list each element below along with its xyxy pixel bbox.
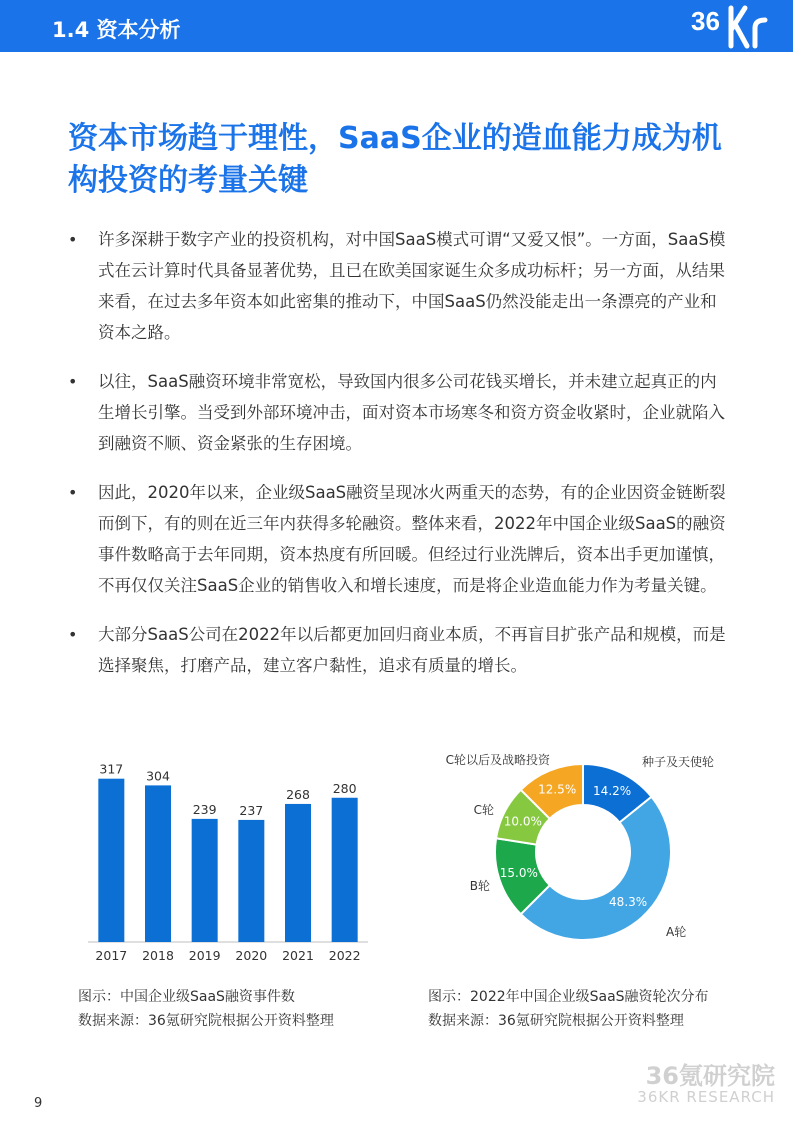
slice-category-label: C轮 — [473, 803, 494, 817]
bar-2017 — [98, 779, 124, 942]
bullet-marker: • — [68, 230, 78, 249]
x-tick-label: 2021 — [282, 948, 314, 963]
watermark-en: 36KR RESEARCH — [637, 1088, 775, 1106]
slice-category-label: C轮以后及战略投资 — [445, 753, 550, 767]
slice-value-label: 10.0% — [503, 814, 542, 829]
bar-value-label: 280 — [332, 780, 357, 796]
bar-2018 — [145, 785, 171, 942]
x-tick-label: 2019 — [188, 948, 221, 963]
x-tick-label: 2017 — [95, 948, 128, 963]
bar-value-label: 237 — [239, 802, 264, 818]
bullet-text: 以往，SaaS融资环境非常宽松，导致国内很多公司花钱买增长，并未建立起真正的内生增长引擎。当受到外部环境冲击，面对资本市场寒冬和资方资金收紧时，企业就陷入到融资不顺、资金紧张的生存困境。 — [98, 372, 725, 453]
bullet-item — [62, 366, 732, 459]
watermark-cn: 36氪研究院 — [645, 1062, 775, 1090]
bullet-text: 因此，2020年以来，企业级SaaS融资呈现冰火两重天的态势，有的企业因资金链断裂而倒下，有的则在近三年内获得多轮融资。整体来看，2022年中国企业级SaaS的融资事件数略高于去年同期，资本热度有所回暖。但经过行业洗牌后，资本出手更加谨慎，不再仅仅关注SaaS企业的销售收入和增长速度，而是将企业造血能力作为考量关键。 — [98, 483, 726, 595]
x-tick-label: 2018 — [142, 948, 174, 963]
bullet-item — [62, 224, 732, 348]
bar-2022 — [332, 798, 358, 942]
bar-value-label: 317 — [99, 761, 124, 777]
slice-value-label: 15.0% — [499, 865, 538, 880]
left-caption-title: 图示：中国企业级SaaS融资事件数 — [78, 989, 295, 1005]
slice-value-label: 12.5% — [538, 782, 577, 797]
bullet-marker: • — [68, 483, 78, 502]
right-chart-caption — [428, 985, 709, 1033]
page-number: 9 — [34, 1096, 43, 1111]
round-distribution-donut-chart — [420, 740, 720, 955]
slice-value-label: 48.3% — [609, 895, 648, 910]
x-tick-label: 2022 — [328, 948, 361, 963]
x-tick-label: 2020 — [235, 948, 268, 963]
bullet-item — [62, 619, 732, 681]
bullet-list — [62, 224, 732, 699]
bar-2019 — [192, 819, 218, 942]
section-header-bar — [0, 0, 793, 52]
svg-text:36: 36 — [691, 6, 720, 36]
slice-value-label: 14.2% — [593, 784, 632, 799]
slice-category-label: 种子及天使轮 — [642, 755, 715, 769]
bullet-item — [62, 477, 732, 601]
slice-category-label: B轮 — [469, 879, 490, 893]
36kr-logo — [683, 0, 793, 52]
section-title: 1.4 资本分析 — [52, 18, 181, 42]
bar-value-label: 268 — [286, 786, 310, 802]
bar-value-label: 239 — [192, 801, 217, 817]
financing-events-bar-chart — [88, 752, 368, 967]
bullet-text: 许多深耕于数字产业的投资机构，对中国SaaS模式可谓“又爱又恨”。一方面，SaaS模式在云计算时代具备显著优势，且已在欧美国家诞生众多成功标杆；另一方面，从结果来看，在过去多年资本如此密集的推动下，中国SaaS仍然没能走出一条漂亮的产业和资本之路。 — [98, 230, 726, 342]
slice-category-label: A轮 — [666, 925, 687, 939]
bar-2020 — [238, 820, 264, 942]
bullet-text: 大部分SaaS公司在2022年以后都更加回归商业本质，不再盲目扩张产品和规模，而是选择聚焦，打磨产品，建立客户黏性，追求有质量的增长。 — [98, 625, 726, 675]
page-headline: 资本市场趋于理性，SaaS企业的造血能力成为机构投资的考量关键 — [68, 121, 722, 198]
bullet-marker: • — [68, 372, 78, 391]
left-caption-source: 数据来源：36氪研究院根据公开资料整理 — [78, 1013, 334, 1029]
left-chart-caption — [78, 985, 334, 1033]
right-caption-source: 数据来源：36氪研究院根据公开资料整理 — [428, 1013, 684, 1029]
bar-2021 — [285, 804, 311, 942]
right-caption-title: 图示：2022年中国企业级SaaS融资轮次分布 — [428, 989, 709, 1005]
bullet-marker: • — [68, 625, 78, 644]
bar-value-label: 304 — [146, 768, 170, 784]
